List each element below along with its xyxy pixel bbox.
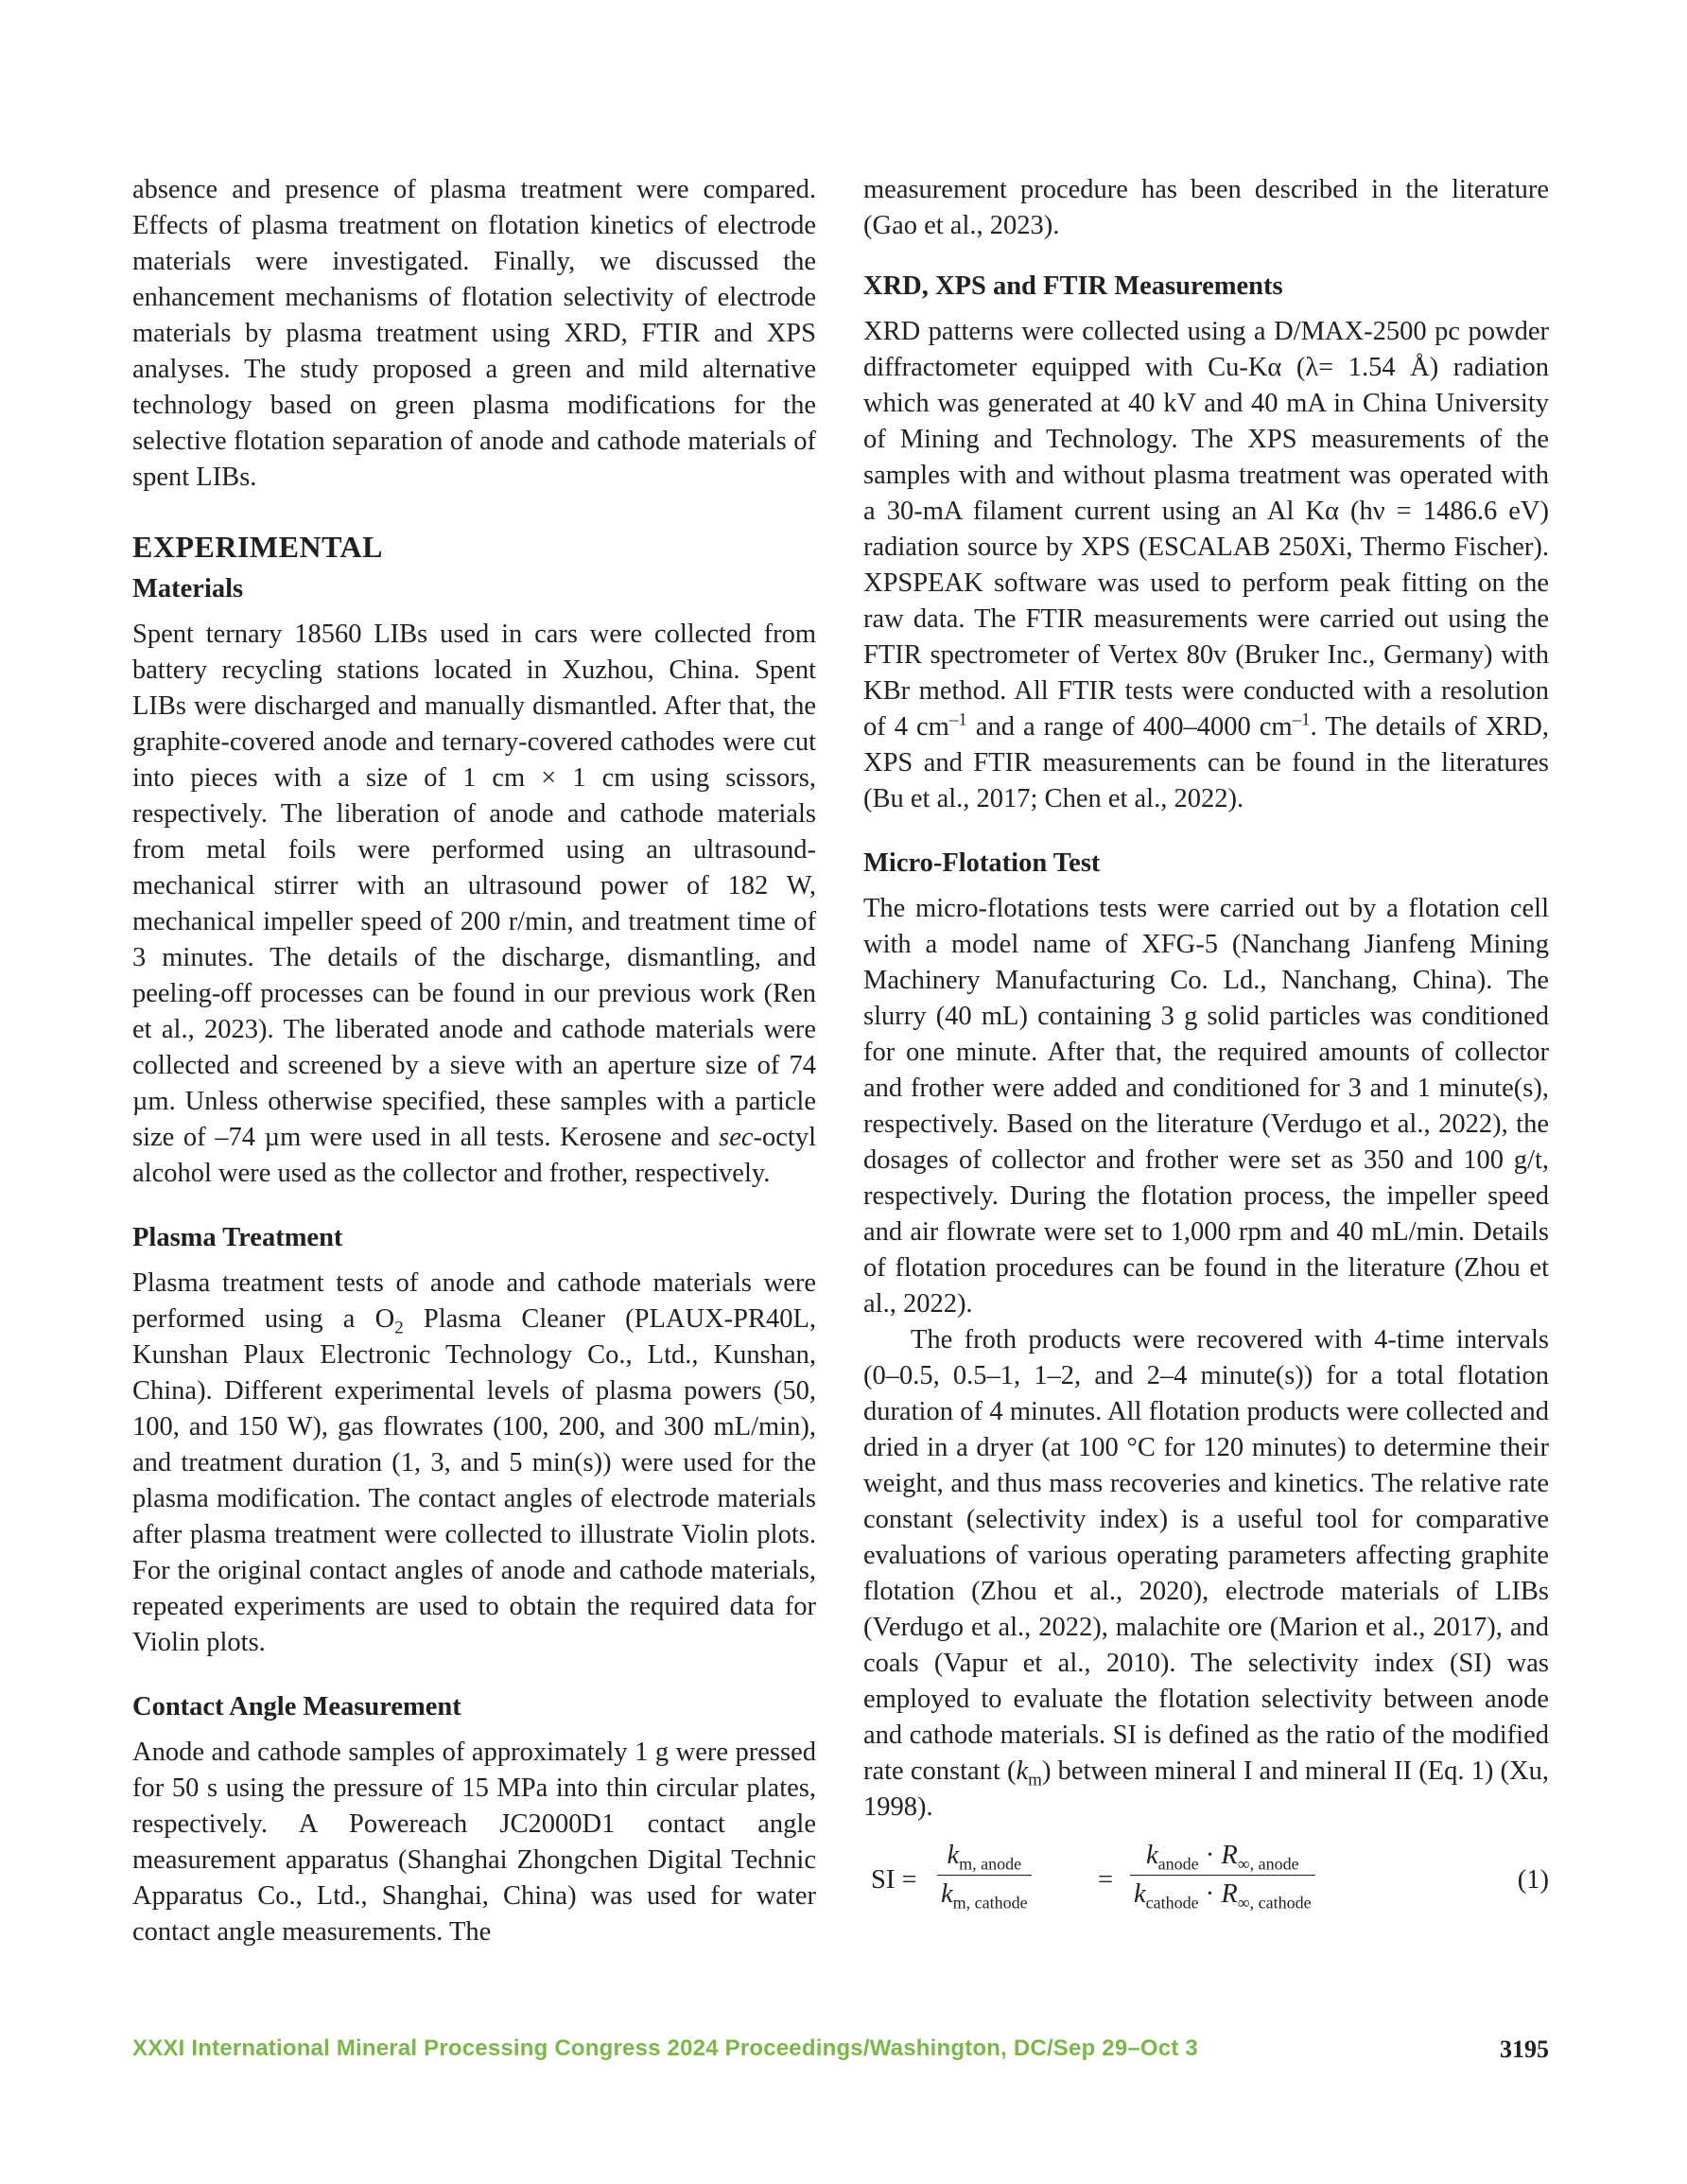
subheading-xrd-xps-ftir: XRD, XPS and FTIR Measurements — [863, 271, 1283, 301]
italic-sec: sec — [719, 1123, 754, 1152]
subheading-contact-angle: Contact Angle Measurement — [132, 1692, 461, 1721]
subheading-micro-flotation: Micro-Flotation Test — [863, 848, 1101, 878]
equation-equals: = — [1098, 1865, 1114, 1895]
subheading-plasma-treatment: Plasma Treatment — [132, 1223, 343, 1252]
subheading-materials: Materials — [132, 574, 244, 603]
materials-paragraph: Spent ternary 18560 LIBs used in cars were collected from battery recycling stations located in Xuzhou, China. Spent LIBs were discharged and manually dismantled. After that, the graphite-covered anode and ternary-covered cathodes were cut into pieces with a size of 1 cm × 1 cm using scissors, respectively. The liberation of anode and cathode materials from metal foils were performed using an ultrasound-mechanical stirrer with an ultrasound power of 182 W, mechanical impeller speed of 200 r/min, and treatment time of 3 minutes. The details of the discharge, dismantling, and peeling-off processes can be found in our previous work (Ren et al., 2023). The liberated anode and cathode materials were collected and screened by a sieve with an aperture size of 74 µm. Unless otherwise specified, these samples with a particle size of –74 µm were used in all tests. Kerosene and sec-octyl alcohol were used as the collector and frother, respectively. — [132, 620, 816, 1188]
equation-lhs: SI = — [871, 1865, 917, 1895]
continued-paragraph: measurement procedure has been described in the literature (Gao et al., 2023). — [863, 175, 1549, 240]
right-column — [863, 172, 1549, 1926]
micro-flotation-paragraph-2: The froth products were recovered with 4-time intervals (0–0.5, 0.5–1, 1–2, and 2–4 minute(s)) for a total flotation duration of 4 minutes. All flotation products were collected and dried in a dryer (at 100 °C for 120 minutes) to determine their weight, and thus mass recoveries and kinetics. The relative rate constant (selectivity index) is a useful tool for comparative evaluations of various operating parameters affecting graphite flotation (Zhou et al., 2020), electrode materials of LIBs (Verdugo et al., 2022), malachite ore (Marion et al., 2017), and coals (Vapur et al., 2010). The selectivity index (SI) was employed to evaluate the flotation selectivity between anode and cathode materials. SI is defined as the ratio of the modified rate constant $(k_m)$ between mineral I and mineral II (Eq. 1) (Xu, 1998). — [863, 1325, 1549, 1822]
xrd-paragraph: XRD patterns were collected using a D/MAX-2500 pc powder diffractometer equipped with Cu-Kα (λ= 1.54 Å) radiation which was generated at 40 kV and 40 mA in China University of Mining and Technology. The XPS measurements of the samples with and without plasma treatment was operated with a 30-mA filament current using an Al Kα (hν = 1486.6 eV) radiation source by XPS (ESCALAB 250Xi, Thermo Fischer). XPSPEAK software was used to perform peak fitting on the raw data. The FTIR measurements were carried out using the FTIR spectrometer of Vertex 80v (Bruker Inc., Germany) with KBr method. All FTIR tests were conducted with a resolution of 4 $cm^{-1}$ and a range of 400–4000 $cm^{-1}$. The details of XRD, XPS and FTIR measurements can be found in the literatures (Bu et al., 2017; Chen et al., 2022). — [863, 317, 1549, 813]
page-number: 3195 — [1500, 2035, 1549, 2063]
section-heading-experimental: EXPERIMENTAL — [132, 530, 383, 564]
left-column — [132, 172, 816, 1950]
plasma-paragraph: Plasma treatment tests of anode and cathode materials were performed using a $O_2$ Plasma Cleaner (PLAUX-PR40L, Kunshan Plaux Electronic Technology Co., Ltd., Kunshan, China). Different experimental levels of plasma powers (50, 100, and 150 W), gas flowrates (100, 200, and 300 mL/min), and treatment duration (1, 3, and 5 min(s)) were used for the plasma modification. The contact angles of electrode materials after plasma treatment were collected to illustrate Violin plots. For the original contact angles of anode and cathode materials, repeated experiments are used to obtain the required data for Violin plots. — [132, 1268, 817, 1657]
equation-1 — [863, 1841, 1549, 1926]
micro-flotation-paragraph-1: The micro-flotations tests were carried out by a flotation cell with a model name of XFG-5 (Nanchang Jianfeng Mining Machinery Manufacturing Co. Ld., Nanchang, China). The slurry (40 mL) containing 3 g solid particles was conditioned for one minute. After that, the required amounts of collector and frother were added and conditioned for 3 and 1 minute(s), respectively. Based on the literature (Verdugo et al., 2022), the dosages of collector and frother were set as 350 and 100 g/t, respectively. During the flotation process, the impeller speed and air flowrate were set to 1,000 rpm and 40 mL/min. Details of flotation procedures can be found in the literature (Zhou et al., 2022). — [863, 894, 1549, 1319]
equation-fraction-2: $k_{anode} \cdot R_{\infty, anode}$ $k_{cathode} \cdot R_{\infty, cathode}$ — [1130, 1841, 1315, 1910]
contact-angle-paragraph: Anode and cathode samples of approximately 1 g were pressed for 50 s using the pressure of 15 MPa into thin circular plates, respectively. A Powereach JC2000D1 contact angle measurement apparatus (Shanghai Zhongchen Digital Technic Apparatus Co., Ltd., Shanghai, China) was used for water contact angle measurements. The — [132, 1738, 816, 1947]
page-footer — [132, 2035, 1549, 2073]
conference-footer-text: XXXI International Mineral Processing Congress 2024 Proceedings/Washington, DC/Sep 29–Oct 3 — [132, 2035, 1198, 2061]
intro-paragraph: absence and presence of plasma treatment were compared. Effects of plasma treatment on flotation kinetics of electrode materials were investigated. Finally, we discussed the enhancement mechanisms of flotation selectivity of electrode materials by plasma treatment using XRD, FTIR and XPS analyses. The study proposed a green and mild alternative technology based on green plasma modifications for the selective flotation separation of anode and cathode materials of spent LIBs. — [132, 175, 816, 492]
equation-fraction-1: $k_{m, anode}$ $k_{m, cathode}$ — [937, 1841, 1032, 1910]
equation-number: (1) — [1517, 1865, 1549, 1895]
